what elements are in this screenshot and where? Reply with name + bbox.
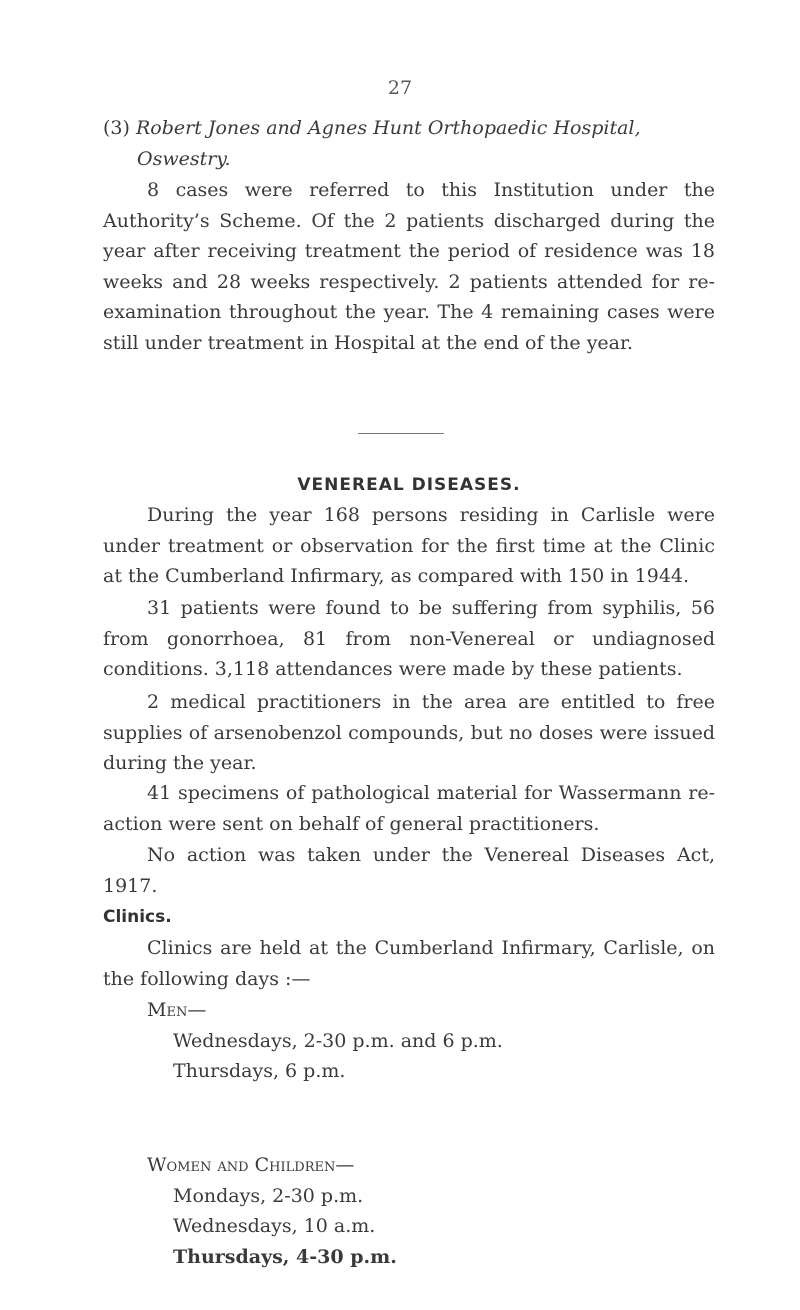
paragraph-supplies: 2 medical practitioners in the area are entitled to free supplies of arsenobenzol compounds, but no doses were issued during the year. bbox=[103, 691, 715, 774]
men-schedule-title: Men— bbox=[147, 999, 207, 1021]
schedule-line: Mondays, 2-30 p.m. bbox=[173, 1184, 364, 1207]
hospital-name: Robert Jones and Agnes Hunt Orthopaedic Hospital, bbox=[135, 117, 641, 139]
women-schedule-title: Women and Children— bbox=[147, 1154, 355, 1176]
schedule-line: Wednesdays, 10 a.m. bbox=[173, 1215, 376, 1237]
hospital-title bbox=[103, 113, 715, 174]
hospital-location: Oswestry. bbox=[137, 147, 231, 170]
section-divider bbox=[358, 433, 444, 434]
women-children-schedule bbox=[147, 1150, 707, 1272]
paragraph-diagnoses: 31 patients were found to be suffering from syphilis, 56 from gonorrhoea, 81 from non-Venereal or undiagnosed conditions. 3,118 attendances were made by these patients. bbox=[103, 597, 715, 680]
paragraph-new-cases: During the year 168 persons residing in Carlisle were under treatment or observation for the first time at the Clinic at the Cumberland Infirmary, as compared with 150 in 1944. bbox=[103, 504, 715, 587]
hospital-number: (3) bbox=[103, 117, 130, 139]
schedule-line: Thursdays, 6 p.m. bbox=[173, 1060, 346, 1082]
page-number: 27 bbox=[387, 77, 413, 99]
paragraph-specimens: 41 specimens of pathological material for Wassermann re-action were sent on behalf of general practitioners. bbox=[103, 782, 715, 835]
schedule-line: Thursdays, 4-30 p.m. bbox=[173, 1245, 397, 1268]
venereal-diseases-heading: VENEREAL DISEASES. bbox=[297, 475, 521, 495]
clinics-paragraph: Clinics are held at the Cumberland Infirmary, Carlisle, on the following days :— bbox=[103, 937, 715, 990]
schedule-line: Wednesdays, 2-30 p.m. and 6 p.m. bbox=[173, 1029, 503, 1052]
paragraph-act: No action was taken under the Venereal Diseases Act, 1917. bbox=[103, 844, 715, 897]
clinics-heading: Clinics. bbox=[103, 907, 172, 927]
men-schedule bbox=[147, 995, 707, 1087]
hospital-paragraph: 8 cases were referred to this Institution under the Authority’s Scheme. Of the 2 patients discharged during the year after receiving treatment the period of residence was 18 weeks and 28 weeks respectively. 2 patients attended for re-examination throughout the year. The 4 remaining cases were still under treatment in Hospital at the end of the year. bbox=[103, 179, 715, 354]
